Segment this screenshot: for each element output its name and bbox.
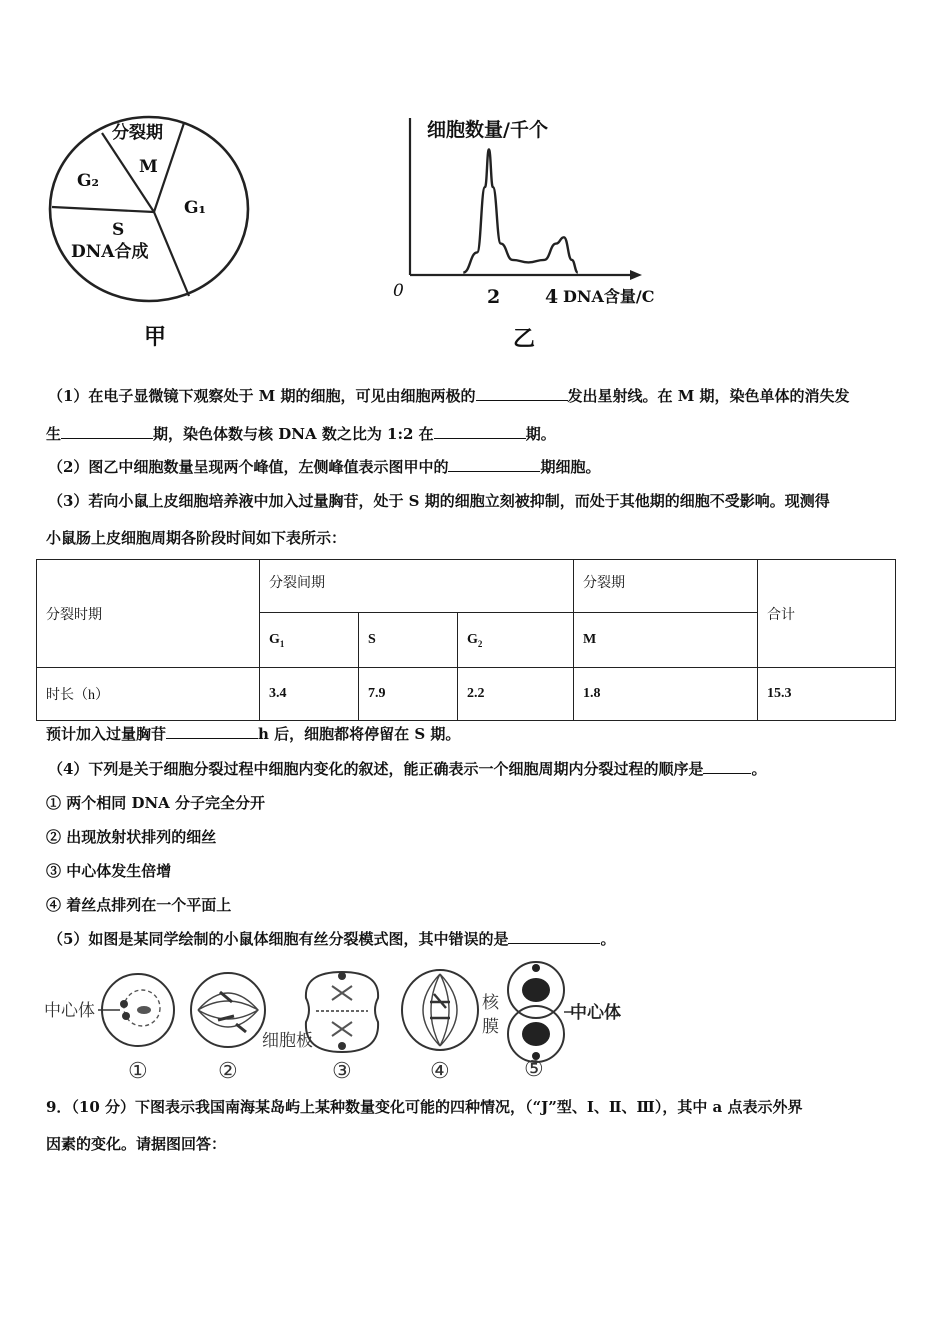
cell-5-nucleus-top — [522, 978, 550, 1002]
label-cell-plate: 细胞板 — [262, 1031, 313, 1051]
q4-blank[interactable] — [703, 759, 751, 774]
q3b-text-b: h 后，细胞都将停留在 S 期。 — [258, 725, 461, 743]
q9-line1: 9．（10 分）下图表示我国南海某岛屿上某种数量变化可能的四种情况，（“J”型、Ⅰ、Ⅱ、Ⅲ），其中 a 点表示外界 — [46, 1098, 803, 1116]
x-tick-4: 4 — [545, 286, 559, 308]
label-g2: G₂ — [77, 171, 99, 191]
cell-4-chromosomes — [430, 994, 450, 1018]
q4-stem-text-b: 。 — [751, 760, 767, 778]
cell-number-4: ④ — [430, 1059, 450, 1084]
label-nuclear-membrane-b: 膜 — [482, 1017, 499, 1037]
th-g2-main: G — [467, 631, 478, 647]
cell-m: 1.8 — [574, 668, 758, 721]
th-m: M — [574, 613, 758, 668]
figure-jia — [44, 110, 264, 360]
cell-3-centriole-bottom — [338, 1042, 346, 1050]
row-duration-label: 时长（h） — [37, 668, 260, 721]
q3b-text-a: 预计加入过量胸苷 — [46, 725, 167, 743]
label-centrosome-left: 中心体 — [44, 1001, 95, 1021]
th-phase: 分裂时期 — [37, 560, 260, 668]
cell-g2: 2.2 — [458, 668, 574, 721]
q2-text-a: （2）图乙中细胞数量呈现两个峰值，左侧峰值表示图甲中的 — [48, 458, 449, 476]
x-axis-arrow — [630, 270, 642, 280]
cell-number-5: ⑤ — [524, 1057, 544, 1082]
y-axis-label: 细胞数量/千个 — [427, 119, 548, 141]
label-g1: G₁ — [184, 198, 206, 218]
th-g1 — [260, 613, 359, 668]
q1-line1 — [48, 386, 850, 406]
th-interphase: 分裂间期 — [260, 560, 574, 613]
q3-line2: 小鼠肠上皮细胞周期各阶段时间如下表所示： — [46, 529, 347, 547]
q4-option-3: ③ 中心体发生倍增 — [46, 862, 172, 880]
cell-number-2: ② — [218, 1059, 238, 1084]
cell-2-chromosome-c — [236, 1024, 246, 1032]
cell-1-chromatin — [137, 1006, 151, 1014]
label-m: M — [139, 157, 158, 177]
dna-content-curve — [463, 149, 578, 272]
label-dna-synthesis: DNA合成 — [71, 242, 149, 262]
cell-1-centriole-b — [122, 1012, 130, 1020]
cell-4 — [402, 970, 478, 1050]
q1-line2-text-b: 期，染色体数与核 DNA 数之比为 1:2 在 — [153, 425, 434, 443]
cell-3-centriole-top — [338, 972, 346, 980]
cell-total: 15.3 — [758, 668, 896, 721]
caption-jia: 甲 — [144, 324, 167, 350]
cell-3-chromosomes-top — [332, 986, 352, 1000]
q4-option-1: ① 两个相同 DNA 分子完全分开 — [46, 794, 266, 812]
cell-number-1: ① — [128, 1059, 148, 1084]
q1-blank-2[interactable] — [61, 424, 153, 439]
cell-3 — [306, 972, 378, 1052]
label-division-phase: 分裂期 — [112, 123, 163, 143]
figure-yi — [385, 108, 705, 358]
label-nuclear-membrane-a: 核 — [482, 993, 499, 1013]
x-axis-label: DNA含量/C — [563, 287, 655, 306]
q5-blank[interactable] — [508, 929, 600, 944]
cell-3-chromosomes-bottom — [332, 1022, 352, 1036]
q1-line1-text-a: （1）在电子显微镜下观察处于 M 期的细胞，可见由细胞两极的 — [48, 387, 476, 405]
q4-stem-text-a: （4）下列是关于细胞分裂过程中细胞内变化的叙述，能正确表示一个细胞周期内分裂过程的顺序是 — [48, 760, 704, 778]
x-tick-2: 2 — [487, 286, 501, 308]
th-mphase: 分裂期 — [574, 560, 758, 613]
cell-5-centriole-top — [532, 964, 540, 972]
q1-blank-1[interactable] — [476, 386, 568, 401]
q3b-line — [46, 724, 460, 744]
th-s: S — [359, 613, 458, 668]
cell-1-centriole-a — [120, 1000, 128, 1008]
th-g2 — [458, 613, 574, 668]
q2-line — [48, 457, 600, 477]
th-g2-sub: 2 — [477, 638, 483, 649]
cell-4-spindle — [423, 974, 457, 1046]
q4-option-2: ② 出现放射状排列的细丝 — [46, 828, 217, 846]
q3b-blank[interactable] — [166, 724, 258, 739]
divider-center-bottom — [154, 212, 189, 296]
origin-label: 0 — [393, 281, 404, 301]
q5-text-a: （5）如图是某同学绘制的小鼠体细胞有丝分裂模式图，其中错误的是 — [48, 930, 509, 948]
th-g1-main: G — [269, 631, 280, 647]
q5-text-b: 。 — [600, 930, 616, 948]
label-centrosome-right: 中心体 — [570, 1003, 621, 1023]
cell-g1: 3.4 — [260, 668, 359, 721]
q4-stem — [48, 759, 766, 779]
q2-text-b: 期细胞。 — [540, 458, 601, 476]
q3-line1: （3）若向小鼠上皮细胞培养液中加入过量胸苷，处于 S 期的细胞立刻被抑制，而处于其他期的细胞不受影响。现测得 — [48, 492, 830, 510]
cell-cycle-table — [36, 559, 896, 721]
q1-line2-text-a: 生 — [46, 425, 62, 443]
th-total: 合计 — [758, 560, 896, 668]
label-s: S — [112, 220, 125, 240]
q5-line — [48, 929, 615, 949]
q4-option-4: ④ 着丝点排列在一个平面上 — [46, 896, 232, 914]
th-g1-sub: 1 — [279, 638, 285, 649]
mitosis-figure — [40, 958, 630, 1086]
divider-center-left — [52, 207, 154, 212]
cell-s: 7.9 — [359, 668, 458, 721]
cell-5-nucleus-bottom — [522, 1022, 550, 1046]
cell-2 — [191, 973, 265, 1047]
q2-blank[interactable] — [448, 457, 540, 472]
q1-line2 — [46, 424, 556, 444]
q1-line2-text-c: 期。 — [525, 425, 556, 443]
q1-line1-text-b: 发出星射线。在 M 期，染色单体的消失发 — [567, 387, 850, 405]
q1-blank-3[interactable] — [434, 424, 526, 439]
q9-line2: 因素的变化。请据图回答： — [46, 1135, 227, 1153]
cell-number-3: ③ — [332, 1059, 352, 1084]
caption-yi: 乙 — [513, 326, 536, 352]
